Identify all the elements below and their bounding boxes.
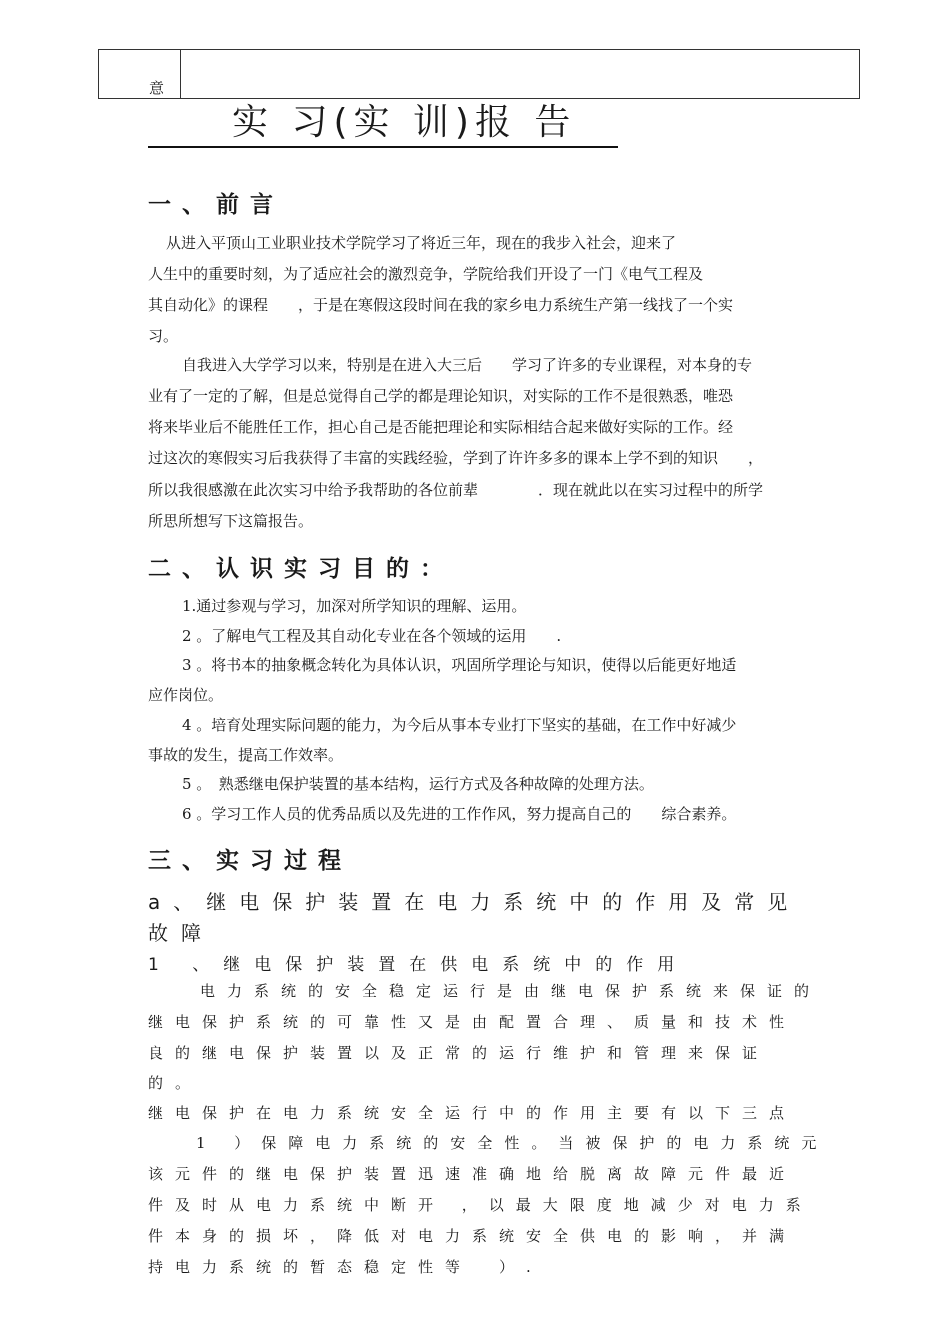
goal-4-line-1: 4 。培育处理实际问题的能力，为今后从事本专业打下坚实的基础，在工作中好减少: [182, 716, 737, 734]
goal-6: 6 。学习工作人员的优秀品质以及先进的工作作风，努力提高自己的 综合素养。: [182, 805, 737, 823]
goal-3-line-1: 3 。将书本的抽象概念转化为具体认识，巩固所学理论与知识，使得以后能更好地适: [182, 656, 737, 674]
goal-1: 1.通过参观与学习，加深对所学知识的理解、运用。: [182, 597, 527, 615]
section-heading-preface: 一、前言: [148, 192, 284, 218]
para1-line-1: 从进入平顶山工业职业技术学院学习了将近三年，现在的我步入社会，迎来了: [166, 234, 677, 252]
goal-3-line-2: 应作岗位。: [148, 686, 224, 704]
body-line-7: 该元件的继电保护装置迅速准确地给脱离故障元件最近: [148, 1165, 797, 1183]
subheading-a-line-2: 故障: [148, 921, 214, 945]
para2-line-5: 所以我很感激在此次实习中给予我帮助的各位前辈 ．现在就此以在实习过程中的所学: [148, 481, 764, 499]
para1-line-2: 人生中的重要时刻，为了适应社会的激烈竞争，学院给我们开设了一门《电气工程及: [148, 265, 704, 283]
body-line-8: 件及时从电力系统中断开 ，以最大限度地减少对电力系: [148, 1196, 813, 1214]
para1-line-4: 习。: [148, 327, 179, 345]
report-title: 实 习(实 训)报 告: [148, 100, 618, 148]
goal-2: 2 。了解电气工程及其自动化专业在各个领域的运用 .: [182, 627, 562, 645]
body-line-4: 的。: [148, 1074, 203, 1092]
section-heading-process: 三、实习过程: [148, 848, 352, 874]
para2-line-3: 将来毕业后不能胜任工作，担心自己是否能把理论和实际相结合起来做好实际的工作。经: [148, 418, 734, 436]
subheading-a-line-1: a、继电保护装置在电力系统中的作用及常见: [148, 890, 801, 914]
para2-line-4: 过这次的寒假实习后我获得了丰富的实践经验，学到了许许多多的课本上学不到的知识 ，: [148, 449, 764, 467]
subheading-1: 1 、继电保护装置在供电系统中的作用: [148, 955, 689, 975]
header-table: [98, 49, 860, 99]
body-line-6: 1 ）保障电力系统的安全性。当被保护的电力系统元: [196, 1134, 829, 1152]
body-line-1: 电力系统的安全稳定运行是由继电保护系统来保证的: [200, 982, 822, 1000]
body-line-3: 良的继电保护装置以及正常的运行维护和管理来保证: [148, 1044, 770, 1062]
body-line-2: 继电保护系统的可靠性又是由配置合理、质量和技术性: [148, 1013, 797, 1031]
table-cell-label: 意: [149, 79, 165, 97]
body-line-5: 继电保护在电力系统安全运行中的作用主要有以下三点: [148, 1104, 797, 1122]
goal-5: 5 。 熟悉继电保护装置的基本结构，运行方式及各种故障的处理方法。: [182, 775, 654, 793]
section-heading-goals: 二、认识实习目的：: [148, 556, 454, 582]
goal-4-line-2: 事故的发生，提高工作效率。: [148, 746, 344, 764]
para2-line-2: 业有了一定的了解，但是总觉得自己学的都是理论知识，对实际的工作不是很熟悉，唯恐: [148, 387, 734, 405]
para2-line-1: 自我进入大学学习以来，特别是在进入大三后 学习了许多的专业课程，对本身的专: [182, 356, 753, 374]
body-line-9: 件本身的损坏，降低对电力系统安全供电的影响，并满: [148, 1227, 797, 1245]
para1-line-3: 其自动化》的课程 ，于是在寒假这段时间在我的家乡电力系统生产第一线找了一个实: [148, 296, 734, 314]
para2-line-6: 所思所想写下这篇报告。: [148, 512, 314, 530]
body-line-10: 持电力系统的暂态稳定性等 ）.: [148, 1258, 543, 1276]
table-divider: [180, 50, 181, 98]
